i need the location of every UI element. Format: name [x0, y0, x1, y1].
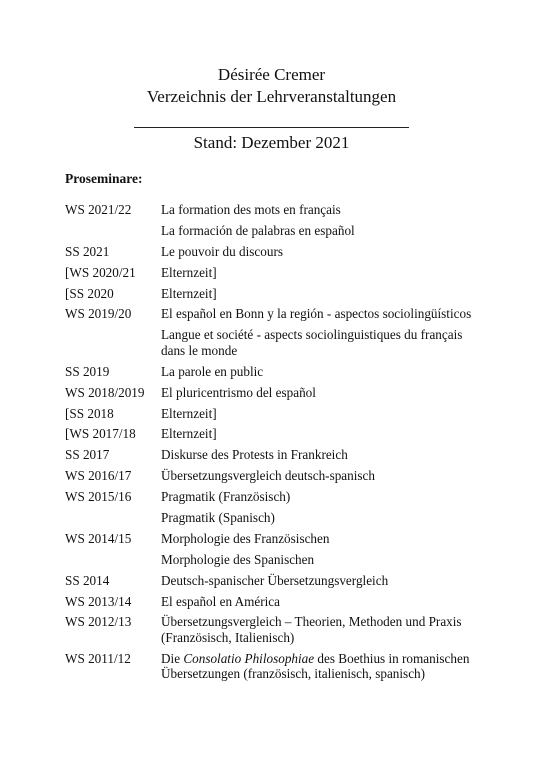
course-title: Übersetzungsvergleich – Theorien, Methoden und Praxis (Französisch, Italienisch) — [161, 614, 462, 645]
course-title: La parole en public — [161, 363, 264, 379]
course-term: [WS 2020/21 — [65, 264, 136, 280]
document-header — [0, 64, 543, 108]
course-row — [65, 202, 485, 218]
course-title: Le pouvoir du discours — [161, 243, 283, 259]
course-term: [WS 2017/18 — [65, 426, 136, 442]
course-title: Elternzeit] — [161, 264, 217, 280]
section-heading-proseminare: Proseminare: — [65, 171, 143, 186]
course-row — [65, 265, 485, 281]
course-title: El español en Bonn y la región - aspectos sociolingüísticos — [161, 306, 472, 322]
course-title-suffix: des Boethius in romanischen Übersetzungen (französisch, italienisch, spanisch) — [161, 650, 470, 682]
course-title — [161, 651, 485, 682]
course-term: WS 2012/13 — [65, 614, 132, 630]
course-row — [65, 531, 485, 547]
course-row — [65, 468, 485, 484]
course-row — [65, 223, 485, 239]
stand-date: Stand: Dezember 2021 — [193, 133, 350, 152]
course-title: Elternzeit] — [161, 405, 217, 421]
course-row — [65, 594, 485, 610]
course-row — [65, 306, 485, 322]
course-title-prefix: Die — [161, 650, 184, 666]
course-row — [65, 510, 485, 526]
course-title: Elternzeit] — [161, 426, 217, 442]
course-row — [65, 573, 485, 589]
course-row — [65, 385, 485, 401]
course-row — [65, 489, 485, 505]
course-title: Diskurse des Protests in Frankreich — [161, 447, 348, 463]
document-title: Verzeichnis der Lehrveranstaltungen — [146, 87, 397, 106]
course-title: El español en América — [161, 593, 281, 609]
course-term: WS 2021/22 — [65, 202, 132, 217]
course-title: Morphologie des Spanischen — [161, 551, 315, 567]
course-term: SS 2019 — [65, 363, 110, 379]
course-title: La formation des mots en français — [161, 202, 341, 217]
title-divider — [134, 127, 409, 128]
course-term: WS 2013/14 — [65, 593, 132, 609]
course-term — [65, 327, 161, 358]
course-title: Pragmatik (Spanisch) — [161, 509, 275, 525]
course-row — [65, 406, 485, 422]
course-list — [65, 202, 485, 687]
course-title: Elternzeit] — [161, 285, 217, 301]
course-title: Morphologie des Französischen — [161, 530, 330, 546]
course-row — [65, 447, 485, 463]
course-row — [65, 364, 485, 380]
course-title: Langue et société - aspects sociolinguistiques du français dans le monde — [161, 327, 463, 358]
course-term: SS 2014 — [65, 572, 110, 588]
author-name: Désirée Cremer — [217, 65, 326, 84]
course-title: Deutsch-spanischer Übersetzungsvergleich — [161, 572, 389, 588]
course-row — [65, 286, 485, 302]
course-row — [65, 426, 485, 442]
course-term: WS 2019/20 — [65, 306, 132, 322]
course-term: WS 2016/17 — [65, 468, 132, 484]
course-term: WS 2011/12 — [65, 650, 131, 666]
course-term — [65, 223, 161, 239]
course-row — [65, 327, 485, 358]
course-row — [65, 651, 485, 682]
course-title: Pragmatik (Französisch) — [161, 489, 291, 505]
course-term: WS 2014/15 — [65, 530, 132, 546]
course-title: La formación de palabras en español — [161, 222, 355, 238]
course-term: WS 2015/16 — [65, 489, 132, 505]
course-term: WS 2018/2019 — [65, 384, 145, 400]
course-term: SS 2017 — [65, 447, 110, 463]
course-row — [65, 614, 485, 645]
course-term: [SS 2020 — [65, 285, 114, 301]
course-row — [65, 552, 485, 568]
course-term — [65, 552, 161, 568]
course-title-italic-work: Consolatio Philosophiae — [183, 650, 315, 666]
course-term: [SS 2018 — [65, 405, 114, 421]
course-title: Übersetzungsvergleich deutsch-spanisch — [161, 468, 375, 484]
course-row — [65, 244, 485, 260]
course-term: SS 2021 — [65, 243, 110, 259]
course-title: El pluricentrismo del español — [161, 384, 316, 400]
course-term — [65, 510, 161, 526]
